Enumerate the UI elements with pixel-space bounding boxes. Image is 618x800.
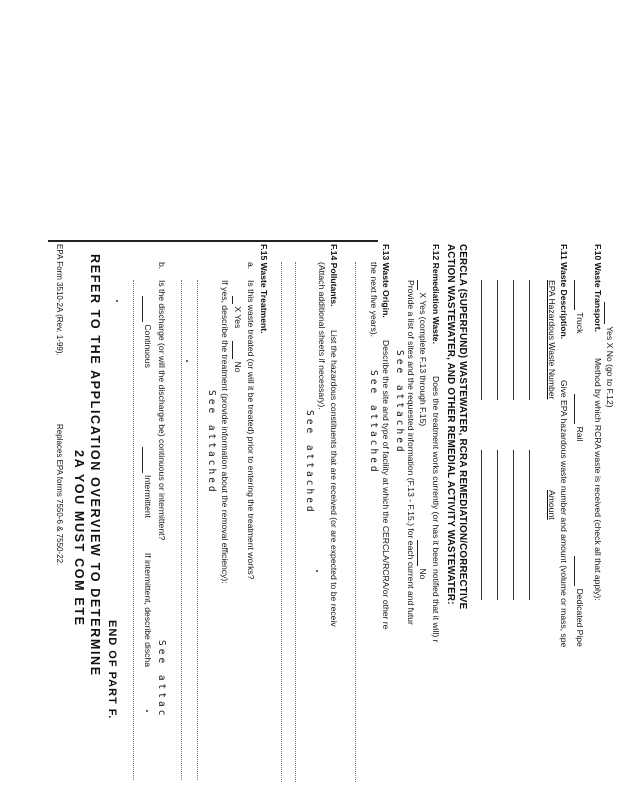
scan-speck	[146, 710, 148, 712]
pipe-option: Dedicated Pipe	[574, 588, 585, 647]
f14-text-2: (Attach additional sheets if necessary).	[317, 262, 327, 410]
f12-handwritten-note: See attached	[394, 350, 405, 455]
f14-text-1: List the hazardous constituents that are received (or are expected to be receiv	[329, 330, 339, 627]
f15-b-entry-line[interactable]	[133, 280, 134, 780]
intermittent-blank[interactable]	[142, 447, 152, 473]
f15-a-yes: X Yes	[232, 306, 243, 329]
f10-text: Method by which RCRA waste is received (check all that apply):	[593, 358, 603, 601]
f11-title: F.11 Waste Description.	[559, 244, 569, 340]
refer-line-1: REFER TO THE APPLICATION OVERVIEW TO DETERMINE	[88, 254, 102, 677]
f14-entry-line-2[interactable]	[281, 262, 282, 782]
f12-no-option	[417, 540, 427, 579]
scan-speck	[186, 360, 188, 362]
f10-yes-no	[604, 302, 614, 408]
continuous-option: Continuous	[142, 324, 153, 368]
f11-row-2-number[interactable]	[513, 280, 514, 400]
refer-line-2: 2A YOU MUST COM ETE	[72, 450, 86, 627]
f14-handwritten-note: See attached	[304, 410, 315, 515]
cercla-heading-line-2: ACTION WASTEWATER, AND OTHER REMEDIAL ACTIVITY WASTEWATER:	[445, 244, 456, 605]
f15-a-label: a.	[246, 262, 256, 270]
cercla-heading-line-1: CERCLA (SUPERFUND) WASTEWATER, RCRA REMEDIATION/CORRECTIVE	[457, 244, 468, 610]
f12-instruction: Provide a list of sites and the requested information (F.13 - F.15.) for each current and futur	[406, 280, 416, 625]
f11-row-1-number[interactable]	[529, 280, 530, 400]
f11-row-3-number[interactable]	[497, 280, 498, 400]
f15-b-options	[142, 296, 152, 667]
left-border-rule	[48, 240, 378, 242]
f15-a-question: Is this waste treated (or will it be treated) prior to entering the treatment works?	[246, 280, 256, 580]
rail-option: Rail	[574, 426, 585, 442]
f12-title: F.12 Remediation Waste.	[431, 244, 441, 344]
f12-yes-blank[interactable]	[417, 280, 427, 290]
f11-col-amount: Amount	[547, 490, 557, 520]
f10-options	[574, 280, 584, 647]
f15-a-if-yes: If yes, describe the treatment (provide information about the removal efficiency):	[220, 280, 230, 584]
continuous-blank[interactable]	[142, 296, 152, 322]
f10-title: F.10 Waste Transport.	[593, 244, 603, 333]
replaces-note: Replaces EPA forms 7550-6 & 7550-22.	[55, 424, 64, 566]
f11-text: Give EPA hazardous waste number and amount (volume or mass, spe	[559, 380, 569, 648]
f11-row-3-amount[interactable]	[497, 450, 498, 600]
f13-handwritten-note: See attached	[368, 370, 379, 475]
scan-speck	[116, 300, 118, 302]
epa-form-part-f	[0, 240, 618, 800]
f15-a-options	[232, 296, 242, 373]
f12-yes-option	[417, 280, 427, 426]
f13-title: F.13 Waste Origin.	[381, 244, 391, 318]
f15-a-no: No	[232, 361, 243, 373]
f15-b-handwritten-note: See attac	[156, 640, 167, 719]
f11-row-4-number[interactable]	[481, 280, 482, 400]
f11-row-2-amount[interactable]	[513, 450, 514, 600]
f15-a-yes-blank[interactable]	[232, 296, 242, 304]
truck-blank[interactable]	[574, 280, 584, 310]
f15-a-handwritten-note: See attached	[206, 390, 217, 495]
f15-a-entry-line-1[interactable]	[197, 280, 198, 780]
f12-yes-text: X Yes (complete F.13 through F.15)	[417, 292, 428, 427]
if-intermittent-text: If intermittent, describe discha	[142, 552, 153, 667]
f14-entry-line-1[interactable]	[295, 262, 296, 782]
f12-no-blank[interactable]	[417, 540, 427, 566]
f13-text-2: the next five years).	[369, 262, 379, 337]
form-id: EPA Form 3510-2A (Rev. 1-99).	[55, 244, 64, 356]
scan-speck	[316, 570, 318, 572]
f13-entry-line[interactable]	[355, 262, 356, 782]
f15-a-no-blank[interactable]	[232, 341, 242, 359]
yes-blank	[604, 302, 614, 324]
f15-a-entry-line-2[interactable]	[181, 280, 182, 780]
f12-no-text: No	[417, 568, 428, 580]
f13-text-1: Describe the site and type of facility at which the CERCLA/RCRA/or other re	[381, 340, 391, 630]
f10-yes-no-text: Yes X No (go to F.12)	[604, 326, 615, 408]
pipe-blank[interactable]	[574, 556, 584, 586]
intermittent-option: Intermittent	[142, 475, 153, 519]
truck-option: Truck	[574, 312, 585, 334]
f11-col-number: EPA Hazardous Waste Number	[547, 280, 557, 400]
rotated-scanned-page	[0, 240, 618, 800]
rail-blank[interactable]	[574, 394, 584, 424]
end-of-part-f: END OF PART F.	[106, 620, 118, 720]
f11-row-4-amount[interactable]	[481, 450, 482, 600]
f11-row-1-amount[interactable]	[529, 450, 530, 600]
f15-b-question: Is the discharge (or will the discharge be) continuous or intermittent?	[157, 280, 167, 541]
f15-title: F.15 Waste Treatment.	[259, 244, 269, 334]
f15-b-label: b.	[157, 262, 167, 270]
f12-text: Does the treatment works currently (or has it been notified that it will) r	[431, 376, 441, 643]
f14-title: F.14 Pollutants.	[329, 244, 339, 307]
